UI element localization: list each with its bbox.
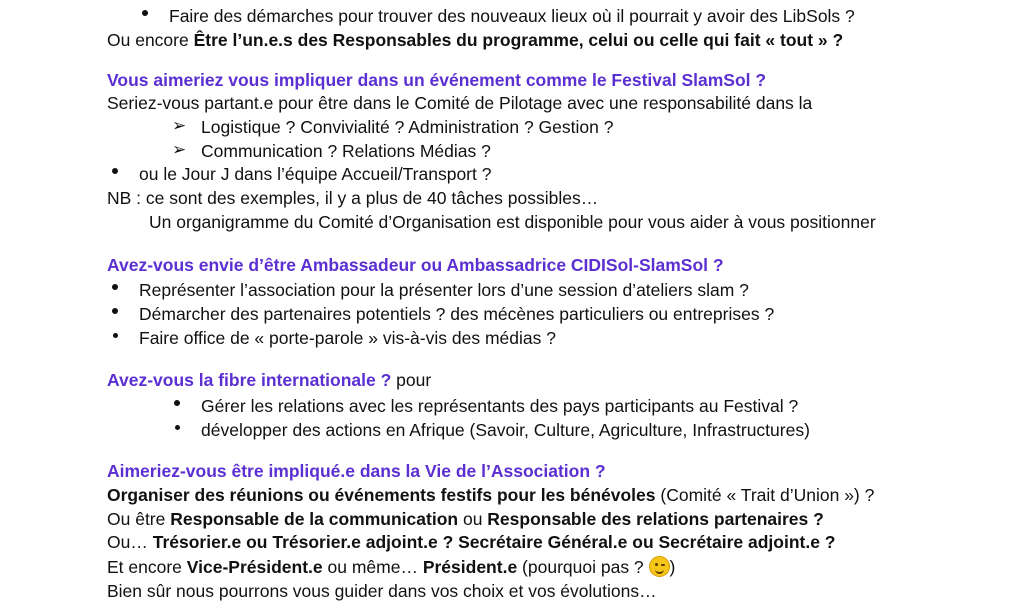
text-bold: Trésorier.e ou Trésorier.e adjoint.e ? Secrétaire Général.e ou Secrétaire adjoint.e ?	[152, 532, 836, 552]
list-item: Représenter l’association pour la présenter lors d’une session d’ateliers slam ?	[139, 280, 749, 300]
text-plain: )	[669, 557, 676, 577]
text-plain: (Comité « Trait d’Union ») ?	[655, 485, 875, 505]
text-plain: Et encore	[107, 557, 187, 577]
bullet-icon	[175, 425, 180, 430]
arrow-bullet-icon: ➢	[172, 140, 187, 159]
ambassador-heading: Avez-vous envie d’être Ambassadeur ou Ambassadrice CIDISol-SlamSol ?	[107, 255, 724, 275]
international-heading-line	[107, 369, 431, 391]
winking-face-icon	[649, 556, 670, 577]
arrow-item: Logistique ? Convivialité ? Administration ? Gestion ?	[201, 117, 614, 137]
list-item: développer des actions en Afrique (Savoir, Culture, Agriculture, Infrastructures)	[201, 420, 810, 440]
program-responsible-line	[107, 29, 843, 51]
text-plain: ou	[458, 509, 488, 529]
bullet-icon	[112, 168, 118, 174]
list-item: Faire office de « porte-parole » vis-à-vis des médias ?	[139, 328, 556, 348]
text-bold: Vice-Président.e	[186, 557, 323, 577]
international-heading: Avez-vous la fibre internationale ?	[107, 370, 392, 390]
text-bold: Président.e	[422, 557, 518, 577]
president-line	[107, 556, 675, 578]
text-plain: Ou encore	[107, 30, 194, 50]
festival-bullet-item: ou le Jour J dans l’équipe Accueil/Transport ?	[139, 164, 492, 184]
arrow-bullet-icon: ➢	[172, 116, 187, 135]
bullet-icon	[142, 10, 148, 16]
text-bold: Organiser des réunions ou événements festifs pour les bénévoles	[107, 485, 656, 505]
text-bold: Responsable des relations partenaires ?	[487, 509, 824, 529]
text-plain: Ou…	[107, 532, 153, 552]
bullet-icon	[174, 400, 180, 406]
text-bold: Être l’un.e.s des Responsables du programme, celui ou celle qui fait « tout » ?	[193, 30, 844, 50]
events-line	[107, 484, 874, 506]
heading-suffix: pour	[391, 370, 432, 390]
closing-line: Bien sûr nous pourrons vous guider dans vos choix et vos évolutions…	[107, 581, 657, 601]
festival-heading: Vous aimeriez vous impliquer dans un événement comme le Festival SlamSol ?	[107, 70, 767, 90]
bullet-icon	[113, 333, 118, 338]
list-item: Gérer les relations avec les représentants des pays participants au Festival ?	[201, 396, 799, 416]
arrow-item: Communication ? Relations Médias ?	[201, 141, 491, 161]
list-item: Démarcher des partenaires potentiels ? des mécènes particuliers ou entreprises ?	[139, 304, 775, 324]
festival-intro: Seriez-vous partant.e pour être dans le Comité de Pilotage avec une responsabilité dans la	[107, 93, 813, 113]
bullet-icon	[112, 284, 118, 290]
text-plain: ou même…	[322, 557, 423, 577]
responsible-line	[107, 508, 824, 530]
association-heading: Aimeriez-vous être impliqué.e dans la Vie de l’Association ?	[107, 461, 606, 481]
bullet-icon	[112, 308, 118, 314]
nb-note: NB : ce sont des exemples, il y a plus de 40 tâches possibles…	[107, 188, 599, 208]
treasurer-line	[107, 531, 836, 553]
nb-detail: Un organigramme du Comité d’Organisation est disponible pour vous aider à vous positionner	[149, 212, 876, 232]
text-plain: Ou être	[107, 509, 171, 529]
text-plain: (pourquoi pas ?	[517, 557, 649, 577]
text-bold: Responsable de la communication	[170, 509, 459, 529]
program-bullet-text: Faire des démarches pour trouver des nouveaux lieux où il pourrait y avoir des LibSols ?	[169, 6, 855, 26]
